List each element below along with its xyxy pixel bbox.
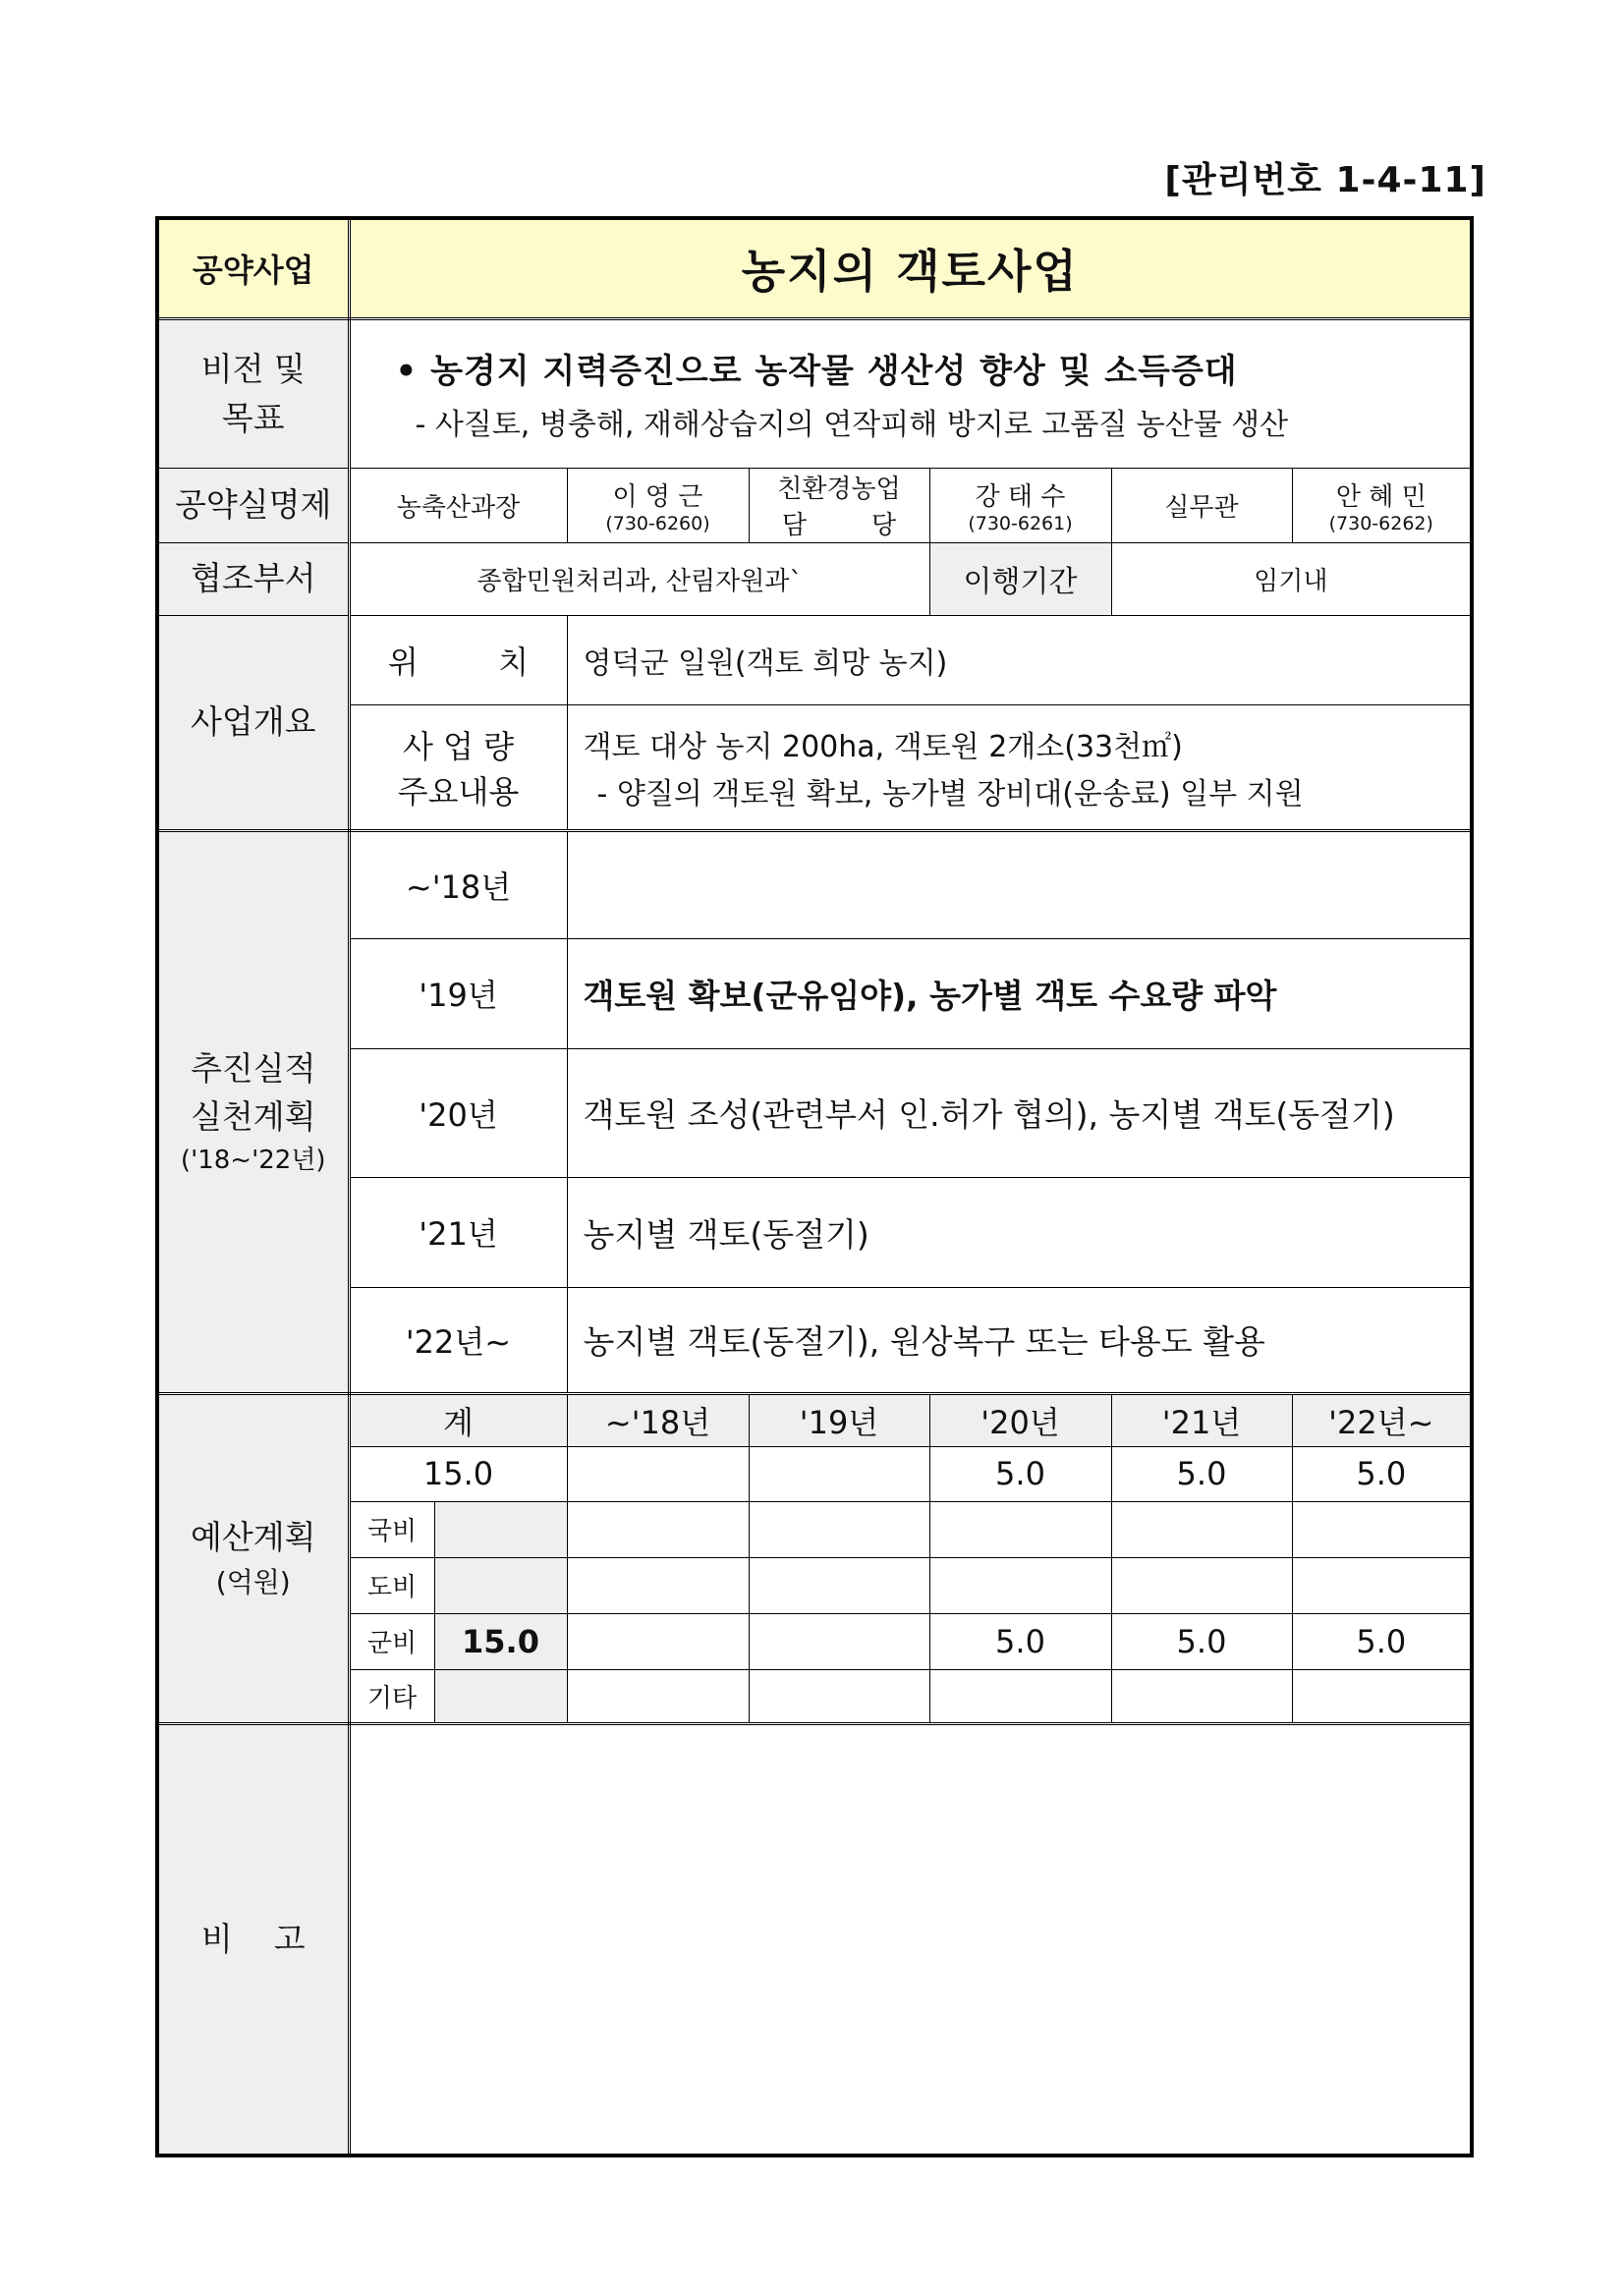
overview-label: 사업개요 bbox=[157, 615, 349, 830]
budget-cell bbox=[929, 1669, 1111, 1723]
budget-source-sum: 15.0 bbox=[434, 1613, 567, 1669]
coop-label: 협조부서 bbox=[157, 542, 349, 615]
budget-total-cell bbox=[749, 1446, 929, 1501]
p3-contact: 안 혜 민 (730-6262) bbox=[1292, 468, 1472, 542]
p1-role: 농축산과장 bbox=[349, 468, 567, 542]
progress-row bbox=[157, 1287, 1472, 1393]
budget-cell bbox=[929, 1557, 1111, 1613]
budget-source: 기타 bbox=[349, 1669, 434, 1723]
budget-cell bbox=[1111, 1557, 1292, 1613]
budget-label: 예산계획 (억원) bbox=[157, 1393, 349, 1723]
budget-col-header: '20년 bbox=[929, 1393, 1111, 1446]
budget-cell bbox=[749, 1557, 929, 1613]
p1-contact: 이 영 근 (730-6260) bbox=[567, 468, 749, 542]
budget-cell bbox=[567, 1669, 749, 1723]
vision-row bbox=[157, 318, 1472, 468]
budget-cell bbox=[1111, 1501, 1292, 1557]
budget-cell bbox=[929, 1501, 1111, 1557]
budget-source-sum bbox=[434, 1669, 567, 1723]
budget-source-row bbox=[157, 1669, 1472, 1723]
progress-row bbox=[157, 1048, 1472, 1177]
budget-col-header: 계 bbox=[349, 1393, 567, 1446]
budget-total-cell: 5.0 bbox=[1111, 1446, 1292, 1501]
management-number: [관리번호 1-4-11] bbox=[1164, 160, 1486, 200]
budget-cell bbox=[749, 1613, 929, 1669]
pledge-project-table bbox=[155, 216, 1474, 2157]
period-value: 임기내 bbox=[1111, 542, 1472, 615]
budget-cell: 5.0 bbox=[1292, 1613, 1472, 1669]
budget-total-cell: 5.0 bbox=[1292, 1446, 1472, 1501]
vision-main: • 농경지 지력증진으로 농작물 생산성 향상 및 소득증대 bbox=[395, 352, 1238, 391]
amount-label: 사 업 량 주요내용 bbox=[349, 704, 567, 830]
budget-source-row bbox=[157, 1557, 1472, 1613]
budget-cell bbox=[1292, 1501, 1472, 1557]
budget-total-cell: 5.0 bbox=[929, 1446, 1111, 1501]
amount-value: 객토 대상 농지 200ha, 객토원 2개소(33천㎡) - 양질의 객토원 확보, 농가별 장비대(운송료) 일부 지원 bbox=[567, 704, 1472, 830]
budget-cell bbox=[1292, 1557, 1472, 1613]
budget-cell bbox=[567, 1557, 749, 1613]
budget-cell bbox=[1292, 1669, 1472, 1723]
budget-cell bbox=[567, 1613, 749, 1669]
progress-year: '19년 bbox=[349, 938, 567, 1048]
budget-cell bbox=[749, 1501, 929, 1557]
budget-cell bbox=[749, 1669, 929, 1723]
budget-source: 도비 bbox=[349, 1557, 434, 1613]
budget-col-header: '22년~ bbox=[1292, 1393, 1472, 1446]
progress-row bbox=[157, 938, 1472, 1048]
overview-location-row bbox=[157, 615, 1472, 704]
progress-year: ~'18년 bbox=[349, 830, 567, 938]
budget-col-header: ~'18년 bbox=[567, 1393, 749, 1446]
progress-row bbox=[157, 830, 1472, 938]
budget-cell bbox=[567, 1501, 749, 1557]
budget-source-sum bbox=[434, 1501, 567, 1557]
coop-row bbox=[157, 542, 1472, 615]
budget-source-sum bbox=[434, 1557, 567, 1613]
header-row bbox=[157, 218, 1472, 318]
budget-total-cell bbox=[567, 1446, 749, 1501]
progress-row bbox=[157, 1177, 1472, 1287]
progress-plan bbox=[567, 830, 1472, 938]
vision-label: 비전 및 목표 bbox=[157, 318, 349, 468]
progress-plan: 객토원 조성(관련부서 인.허가 협의), 농지별 객토(동절기) bbox=[567, 1048, 1472, 1177]
budget-col-header: '21년 bbox=[1111, 1393, 1292, 1446]
budget-cell: 5.0 bbox=[929, 1613, 1111, 1669]
progress-plan: 객토원 확보(군유임야), 농가별 객토 수요량 파악 bbox=[567, 938, 1472, 1048]
responsible-row bbox=[157, 468, 1472, 542]
location-label: 위 치 bbox=[349, 615, 567, 704]
progress-year: '21년 bbox=[349, 1177, 567, 1287]
period-label: 이행기간 bbox=[929, 542, 1111, 615]
progress-plan: 농지별 객토(동절기) bbox=[567, 1177, 1472, 1287]
budget-source: 국비 bbox=[349, 1501, 434, 1557]
remarks-row bbox=[157, 1723, 1472, 2156]
progress-label: 추진실적 실천계획 ('18~'22년) bbox=[157, 830, 349, 1393]
header-label: 공약사업 bbox=[157, 218, 349, 318]
progress-plan: 농지별 객토(동절기), 원상복구 또는 타용도 활용 bbox=[567, 1287, 1472, 1393]
responsible-label: 공약실명제 bbox=[157, 468, 349, 542]
progress-year: '20년 bbox=[349, 1048, 567, 1177]
overview-amount-row bbox=[157, 704, 1472, 830]
budget-header-row bbox=[157, 1393, 1472, 1446]
budget-total: 15.0 bbox=[349, 1446, 567, 1501]
progress-year: '22년~ bbox=[349, 1287, 567, 1393]
budget-source-row bbox=[157, 1613, 1472, 1669]
p3-role: 실무관 bbox=[1111, 468, 1292, 542]
budget-cell bbox=[1111, 1669, 1292, 1723]
p2-role: 친환경농업 담 당 bbox=[749, 468, 929, 542]
vision-sub: - 사질토, 병충해, 재해상습지의 연작피해 방지로 고품질 농산물 생산 bbox=[415, 408, 1289, 442]
vision-content bbox=[349, 318, 1472, 468]
budget-cell: 5.0 bbox=[1111, 1613, 1292, 1669]
budget-source: 군비 bbox=[349, 1613, 434, 1669]
budget-total-row bbox=[157, 1446, 1472, 1501]
coop-value: 종합민원처리과, 산림자원과` bbox=[349, 542, 929, 615]
location-value: 영덕군 일원(객토 희망 농지) bbox=[567, 615, 1472, 704]
project-title: 농지의 객토사업 bbox=[349, 218, 1472, 318]
remarks-label: 비 고 bbox=[157, 1723, 349, 2156]
budget-col-header: '19년 bbox=[749, 1393, 929, 1446]
budget-source-row bbox=[157, 1501, 1472, 1557]
p2-contact: 강 태 수 (730-6261) bbox=[929, 468, 1111, 542]
remarks-value bbox=[349, 1723, 1472, 2156]
